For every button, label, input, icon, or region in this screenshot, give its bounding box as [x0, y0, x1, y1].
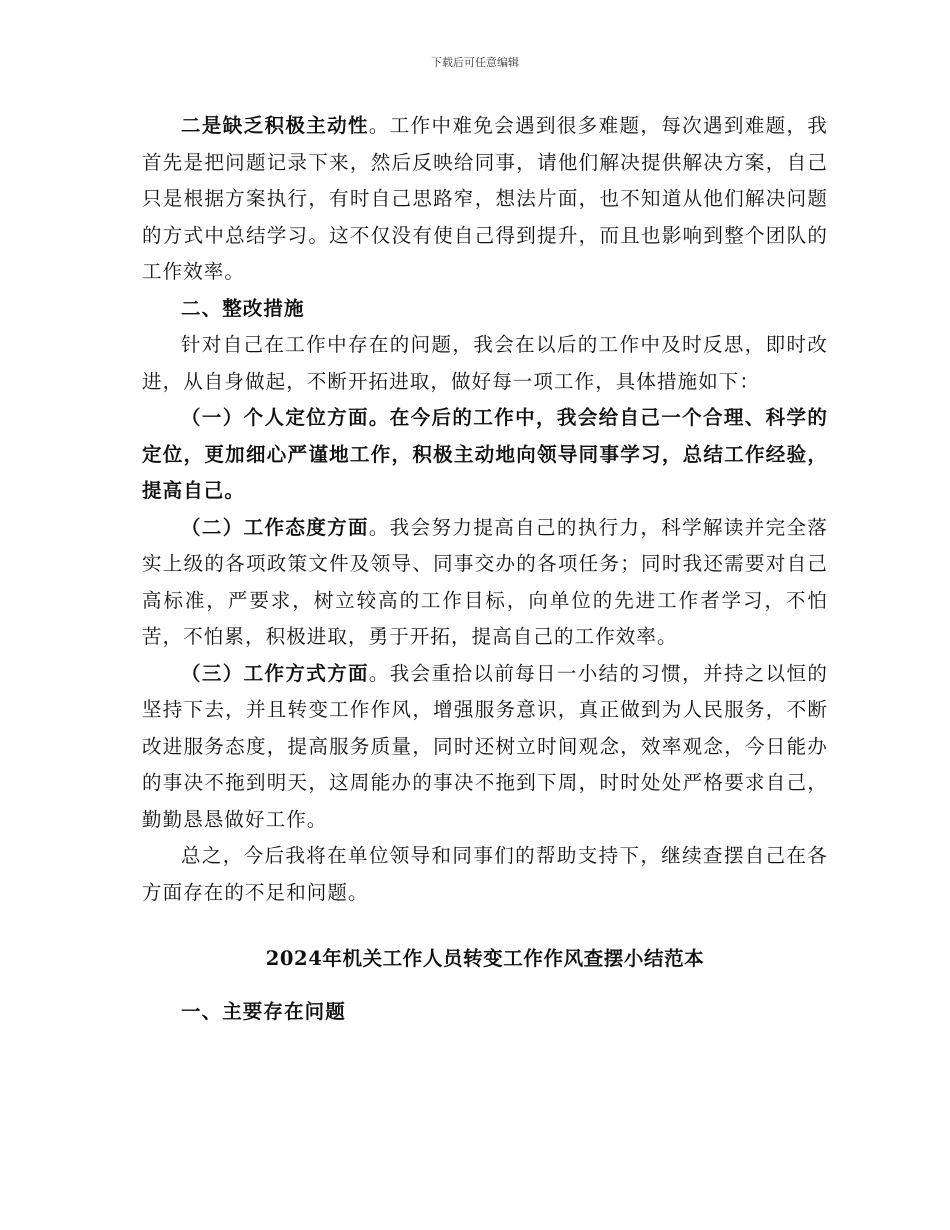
- paragraph-text: 。工作中难免会遇到很多难题，每次遇到难题，我首先是把问题记录下来，然后反映给同事，请他们解决提供解决方案，自己只是根据方案执行，有时自己思路窄，想法片面，也不知道从他们解决问题的方式中总结学习。这不仅没有使自己得到提升，而且也影响到整个团队的工作效率。: [142, 114, 828, 283]
- heading-main-problems: 一、主要存在问题: [181, 999, 346, 1023]
- paragraph-text: 。我会努力提高自己的执行力，科学解读并完全落实上级的各项政策文件及领导、同事交办的各项任务；同时我还需要对自己高标准，严要求，树立较高的工作目标，向单位的先进工作者学习，不怕苦，不怕累，积极进取，勇于开拓，提高自己的工作效率。: [142, 515, 828, 648]
- paragraph-lead-bold: 二是缺乏积极主动性: [181, 114, 369, 137]
- paragraph-lead-bold: （三）工作方式方面: [181, 661, 369, 685]
- heading-rectification: 二、整改措施: [181, 296, 305, 320]
- paragraph-rectification-intro: 针对自己在工作中存在的问题，我会在以后的工作中及时反思，即时改进，从自身做起，不断开拓进取，做好每一项工作，具体措施如下：: [142, 333, 828, 393]
- paragraph-method: [142, 656, 828, 839]
- paragraph-text: 。我会重拾以前每日一小结的习惯，并持之以恒的坚持下去，并且转变工作作风，增强服务意识，真正做到为人民服务，不断改进服务态度，提高服务质量，同时还树立时间观念，效率观念，今日能办的事决不拖到明天，这周能办的事决不拖到下周，时时处处严格要求自己，勤勤恳恳做好工作。: [142, 661, 828, 831]
- document-title: 2024年机关工作人员转变工作作风查摆小结范本: [265, 947, 705, 970]
- paragraph-conclusion: 总之，今后我将在单位领导和同事们的帮助支持下，继续查摆自己在各方面存在的不足和问题。: [142, 844, 828, 904]
- paragraph-positioning: （一）个人定位方面。在今后的工作中，我会给自己一个合理、科学的定位，更加细心严谨地工作，积极主动地向领导同事学习，总结工作经验，提高自己。: [142, 406, 828, 502]
- document-body: [142, 108, 828, 1030]
- page-header: 下载后可任意编辑: [431, 56, 519, 69]
- paragraph-attitude: [142, 510, 828, 656]
- paragraph-lead-bold: （二）工作态度方面: [181, 515, 369, 539]
- paragraph-initiative: [142, 108, 828, 291]
